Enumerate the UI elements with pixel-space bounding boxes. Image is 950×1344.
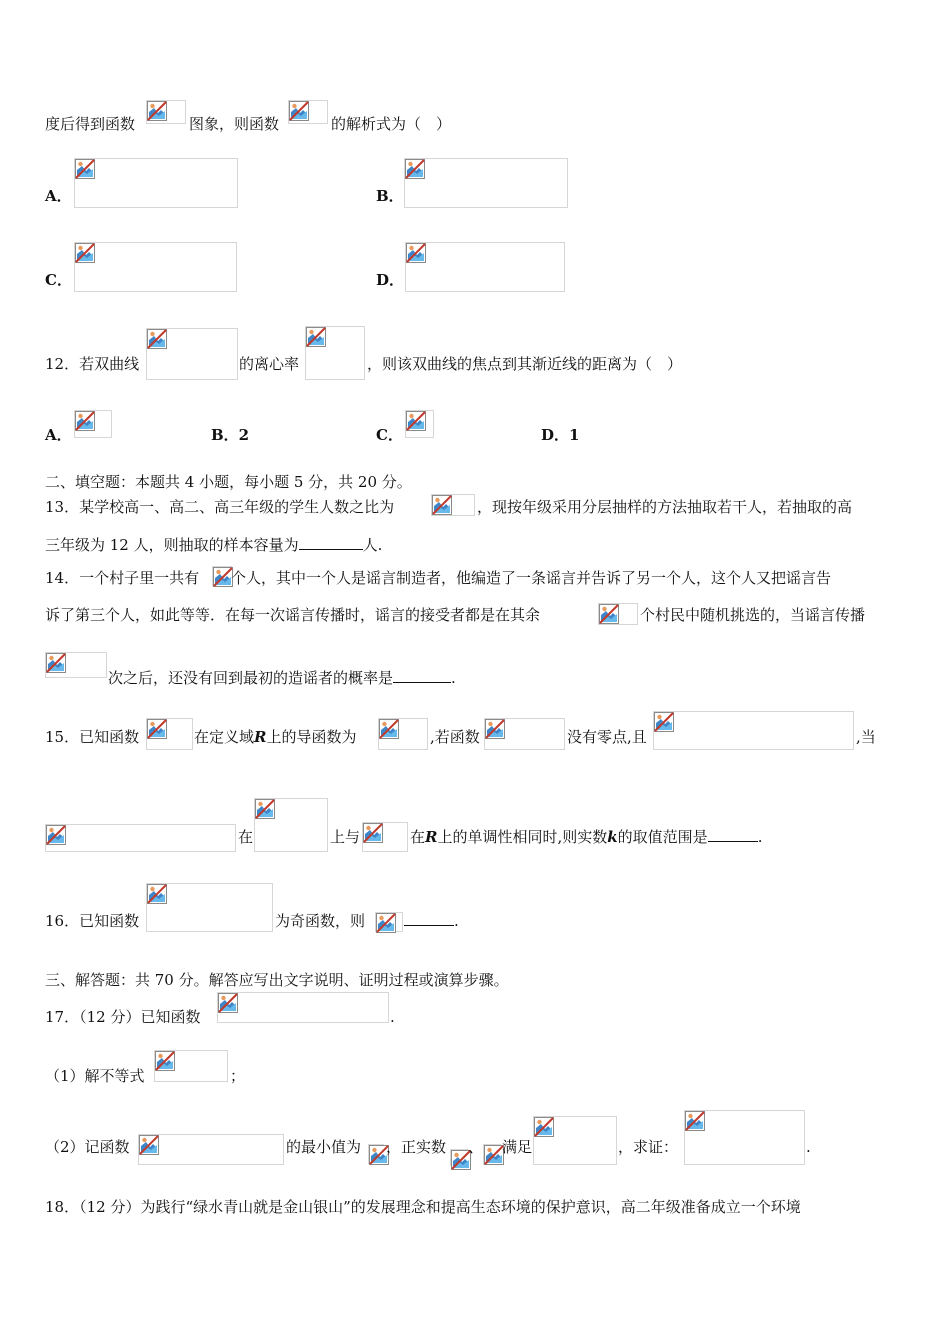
option-a-image (74, 158, 238, 208)
formula-image (146, 328, 238, 380)
q14-text-start: 14．一个村子里一共有 (45, 569, 200, 587)
q15-var-r: R (254, 728, 267, 746)
option-b-label: B． (376, 187, 404, 205)
broken-image-icon (75, 243, 95, 263)
answer-blank (299, 535, 363, 550)
q14-line2-end: 个村民中随机挑选的，当谣言传播 (640, 606, 866, 624)
broken-image-icon (306, 327, 326, 347)
q12-text-end: ，则该双曲线的焦点到其渐近线的距离为（ ） (367, 355, 683, 373)
q15-text-b (194, 727, 357, 747)
q15-text-b1: 在定义域 (194, 728, 255, 746)
broken-image-icon (75, 159, 95, 179)
q17-text-start: 17．（12 分）已知函数 (45, 1008, 201, 1026)
formula-image (146, 883, 273, 932)
q14-line3 (108, 668, 456, 688)
formula-image (146, 100, 186, 124)
q11-text-end: 的解析式为（ ） (331, 115, 452, 133)
q15-text-e: ,若函数 (430, 728, 480, 746)
q15-text-g: ,当 (856, 728, 876, 746)
broken-image-icon (485, 719, 505, 739)
formula-image (484, 718, 565, 750)
q12-option-b: B．2 (211, 426, 250, 444)
q12-option-d: D．1 (541, 426, 580, 444)
q17-part2-b: 的最小值为 (286, 1138, 362, 1156)
broken-image-icon (147, 101, 167, 121)
q16-text-mid: 为奇函数，则 (275, 912, 366, 930)
q17-part2-c: ，正实数 (386, 1138, 447, 1156)
formula-image (653, 711, 854, 750)
q16-text-end (404, 911, 459, 931)
q12-text-mid: 的离心率 (239, 355, 300, 373)
broken-image-icon (218, 993, 238, 1013)
broken-image-icon (599, 604, 619, 624)
q13-text-start: 13．某学校高一、高二、高三年级的学生人数之比为 (45, 498, 395, 516)
broken-image-icon (406, 243, 426, 263)
broken-image-icon (289, 101, 309, 121)
broken-image-icon (46, 825, 66, 845)
formula-image (45, 652, 107, 678)
option-a-label: A． (45, 187, 72, 205)
broken-image-icon (213, 567, 233, 587)
option-c-image (74, 242, 237, 292)
q12-text-start: 12．若双曲线 (45, 355, 140, 373)
formula-image (305, 326, 365, 380)
formula-image (362, 822, 408, 852)
answer-blank (393, 668, 451, 683)
formula-image (212, 566, 232, 586)
q15-text-end (410, 827, 762, 847)
formula-image (146, 718, 193, 750)
formula-image (45, 824, 236, 852)
q15-text-start: 15．已知函数 (45, 728, 140, 746)
q15-text-f: 没有零点,且 (567, 728, 647, 746)
q13-line2 (45, 535, 382, 555)
formula-image (533, 1116, 617, 1165)
formula-image (450, 1149, 468, 1166)
formula-image (483, 1144, 501, 1165)
q15-text-b2: 上的导函数为 (266, 728, 357, 746)
q11-text-start: 度后得到函数 (45, 115, 136, 133)
q18-text: 18．（12 分）为践行“绿水青山就是金山银山”的发展理念和提高生态环境的保护意识，高二年级准备成立一个环境 (45, 1198, 801, 1216)
q17-part2-f: ，求证： (618, 1138, 679, 1156)
answer-blank (708, 827, 758, 842)
formula-image (598, 603, 638, 625)
formula-image (431, 494, 475, 516)
q12-option-a-image (74, 410, 112, 438)
q14-line3-start: 次之后，还没有回到最初的造谣者的概率是 (108, 669, 394, 687)
broken-image-icon (147, 719, 167, 739)
q15-text-l: 上的单调性相同时,则实数 (437, 828, 608, 846)
q14-text-cont: 个人，其中一个人是谣言制造者，他编造了一条谣言并告诉了另一个人，这个人又把谣言告 (231, 569, 832, 587)
broken-image-icon (484, 1145, 504, 1165)
broken-image-icon (534, 1117, 554, 1137)
broken-image-icon (155, 1051, 175, 1071)
formula-image (154, 1050, 228, 1082)
formula-image (378, 718, 428, 750)
option-d-label: D． (376, 271, 405, 289)
q17-part2-e: 满足 (502, 1138, 533, 1156)
q17-part1-start: （1）解不等式 (45, 1067, 145, 1085)
q12-option-a-label: A． (45, 426, 72, 444)
q17-part1-end: ； (230, 1067, 246, 1085)
broken-image-icon (147, 329, 167, 349)
q17-part2-d: 、 (468, 1138, 484, 1156)
broken-image-icon (405, 159, 425, 179)
q12-option-c-label: C． (376, 426, 403, 444)
broken-image-icon (685, 1111, 705, 1131)
formula-image (217, 992, 389, 1023)
q15-var-r2: R (425, 828, 438, 846)
formula-image (254, 798, 328, 852)
formula-image (375, 912, 403, 932)
q17-part2-start: （2）记函数 (45, 1138, 130, 1156)
broken-image-icon (406, 411, 426, 431)
q15-text-i: 上与 (330, 828, 361, 846)
formula-image (684, 1110, 805, 1165)
q13-line2-end: 人. (362, 536, 383, 554)
broken-image-icon (46, 653, 66, 673)
q15-text-o: . (757, 828, 763, 846)
q15-text-h: 在 (238, 828, 254, 846)
option-c-label: C． (45, 271, 72, 289)
q11-text-mid: 图象，则函数 (189, 115, 280, 133)
q14-line3-end: . (451, 669, 456, 687)
q13-text-end: ，现按年级采用分层抽样的方法抽取若干人，若抽取的高 (477, 498, 853, 516)
q16-text-dot: . (454, 912, 459, 930)
option-d-image (405, 242, 565, 292)
answer-blank (404, 911, 454, 926)
q16-text-start: 16．已知函数 (45, 912, 140, 930)
formula-image (288, 100, 328, 124)
broken-image-icon (379, 719, 399, 739)
q15-text-n: 的取值范围是 (617, 828, 708, 846)
q15-text-j: 在 (410, 828, 426, 846)
broken-image-icon (255, 799, 275, 819)
q17-text-dot: . (390, 1008, 395, 1026)
section-2-heading: 二、填空题：本题共 4 小题，每小题 5 分，共 20 分。 (45, 473, 412, 491)
broken-image-icon (363, 823, 383, 843)
section-3-heading: 三、解答题：共 70 分。解答应写出文字说明、证明过程或演算步骤。 (45, 971, 509, 989)
broken-image-icon (139, 1135, 159, 1155)
q13-line2-start: 三年级为 12 人，则抽取的样本容量为 (45, 536, 299, 554)
formula-image (138, 1134, 284, 1165)
option-b-image (404, 158, 568, 208)
q12-option-c-image (405, 410, 434, 438)
q15-var-k: k (607, 828, 618, 846)
broken-image-icon (75, 411, 95, 431)
broken-image-icon (654, 712, 674, 732)
broken-image-icon (432, 495, 452, 515)
q14-line2-start: 诉了第三个人，如此等等．在每一次谣言传播时，谣言的接受者都是在其余 (45, 606, 541, 624)
formula-image (368, 1144, 384, 1164)
broken-image-icon (147, 884, 167, 904)
q17-part2-g: . (806, 1138, 811, 1156)
broken-image-icon (376, 913, 396, 933)
